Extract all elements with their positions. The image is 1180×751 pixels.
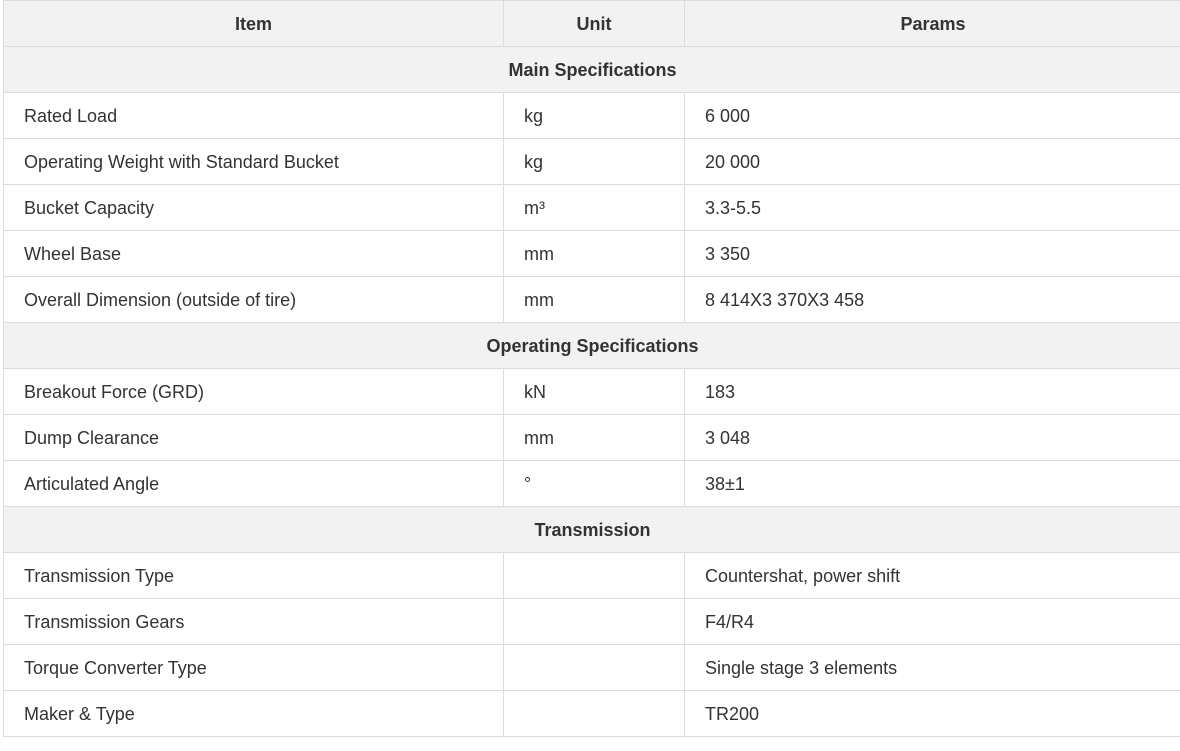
- cell-params: 183: [685, 369, 1180, 415]
- cell-item: Bucket Capacity: [4, 185, 504, 231]
- cell-item: Transmission Type: [4, 553, 504, 599]
- section-row-main: [4, 47, 1180, 93]
- cell-unit: [504, 599, 685, 645]
- cell-unit: kg: [504, 139, 685, 185]
- cell-params: 3 048: [685, 415, 1180, 461]
- table-row: [4, 553, 1180, 599]
- table-row: [4, 277, 1180, 323]
- cell-unit: m³: [504, 185, 685, 231]
- cell-item: Rated Load: [4, 93, 504, 139]
- cell-unit: [504, 553, 685, 599]
- cell-item: Transmission Gears: [4, 599, 504, 645]
- cell-params: Single stage 3 elements: [685, 645, 1180, 691]
- cell-unit: °: [504, 461, 685, 507]
- table-row: [4, 369, 1180, 415]
- cell-params: 38±1: [685, 461, 1180, 507]
- section-row-operating: [4, 323, 1180, 369]
- header-params: Params: [685, 1, 1180, 47]
- table-header: [4, 1, 1180, 47]
- section-title-operating: Operating Specifications: [4, 323, 1180, 369]
- cell-params: 6 000: [685, 93, 1180, 139]
- cell-params: 8 414X3 370X3 458: [685, 277, 1180, 323]
- cell-item: Breakout Force (GRD): [4, 369, 504, 415]
- cell-unit: [504, 645, 685, 691]
- section-title-transmission: Transmission: [4, 507, 1180, 553]
- cell-unit: mm: [504, 277, 685, 323]
- section-title-main: Main Specifications: [4, 47, 1180, 93]
- cell-params: 3.3-5.5: [685, 185, 1180, 231]
- cell-item: Articulated Angle: [4, 461, 504, 507]
- table-row: [4, 415, 1180, 461]
- cell-item: Operating Weight with Standard Bucket: [4, 139, 504, 185]
- table-row: [4, 645, 1180, 691]
- table-row: [4, 139, 1180, 185]
- cell-unit: kg: [504, 93, 685, 139]
- cell-item: Dump Clearance: [4, 415, 504, 461]
- cell-params: 3 350: [685, 231, 1180, 277]
- table-row: [4, 691, 1180, 737]
- header-item: Item: [4, 1, 504, 47]
- cell-item: Torque Converter Type: [4, 645, 504, 691]
- cell-params: 20 000: [685, 139, 1180, 185]
- spec-table: [3, 0, 1180, 737]
- cell-unit: [504, 691, 685, 737]
- table-row: [4, 231, 1180, 277]
- table-row: [4, 185, 1180, 231]
- cell-unit: mm: [504, 231, 685, 277]
- section-row-transmission: [4, 507, 1180, 553]
- cell-unit: kN: [504, 369, 685, 415]
- table-body: [4, 47, 1180, 737]
- table-row: [4, 599, 1180, 645]
- table-row: [4, 93, 1180, 139]
- cell-params: TR200: [685, 691, 1180, 737]
- header-row: [4, 1, 1180, 47]
- cell-item: Wheel Base: [4, 231, 504, 277]
- cell-item: Maker & Type: [4, 691, 504, 737]
- cell-params: F4/R4: [685, 599, 1180, 645]
- header-unit: Unit: [504, 1, 685, 47]
- table-row: [4, 461, 1180, 507]
- cell-unit: mm: [504, 415, 685, 461]
- cell-params: Countershat, power shift: [685, 553, 1180, 599]
- cell-item: Overall Dimension (outside of tire): [4, 277, 504, 323]
